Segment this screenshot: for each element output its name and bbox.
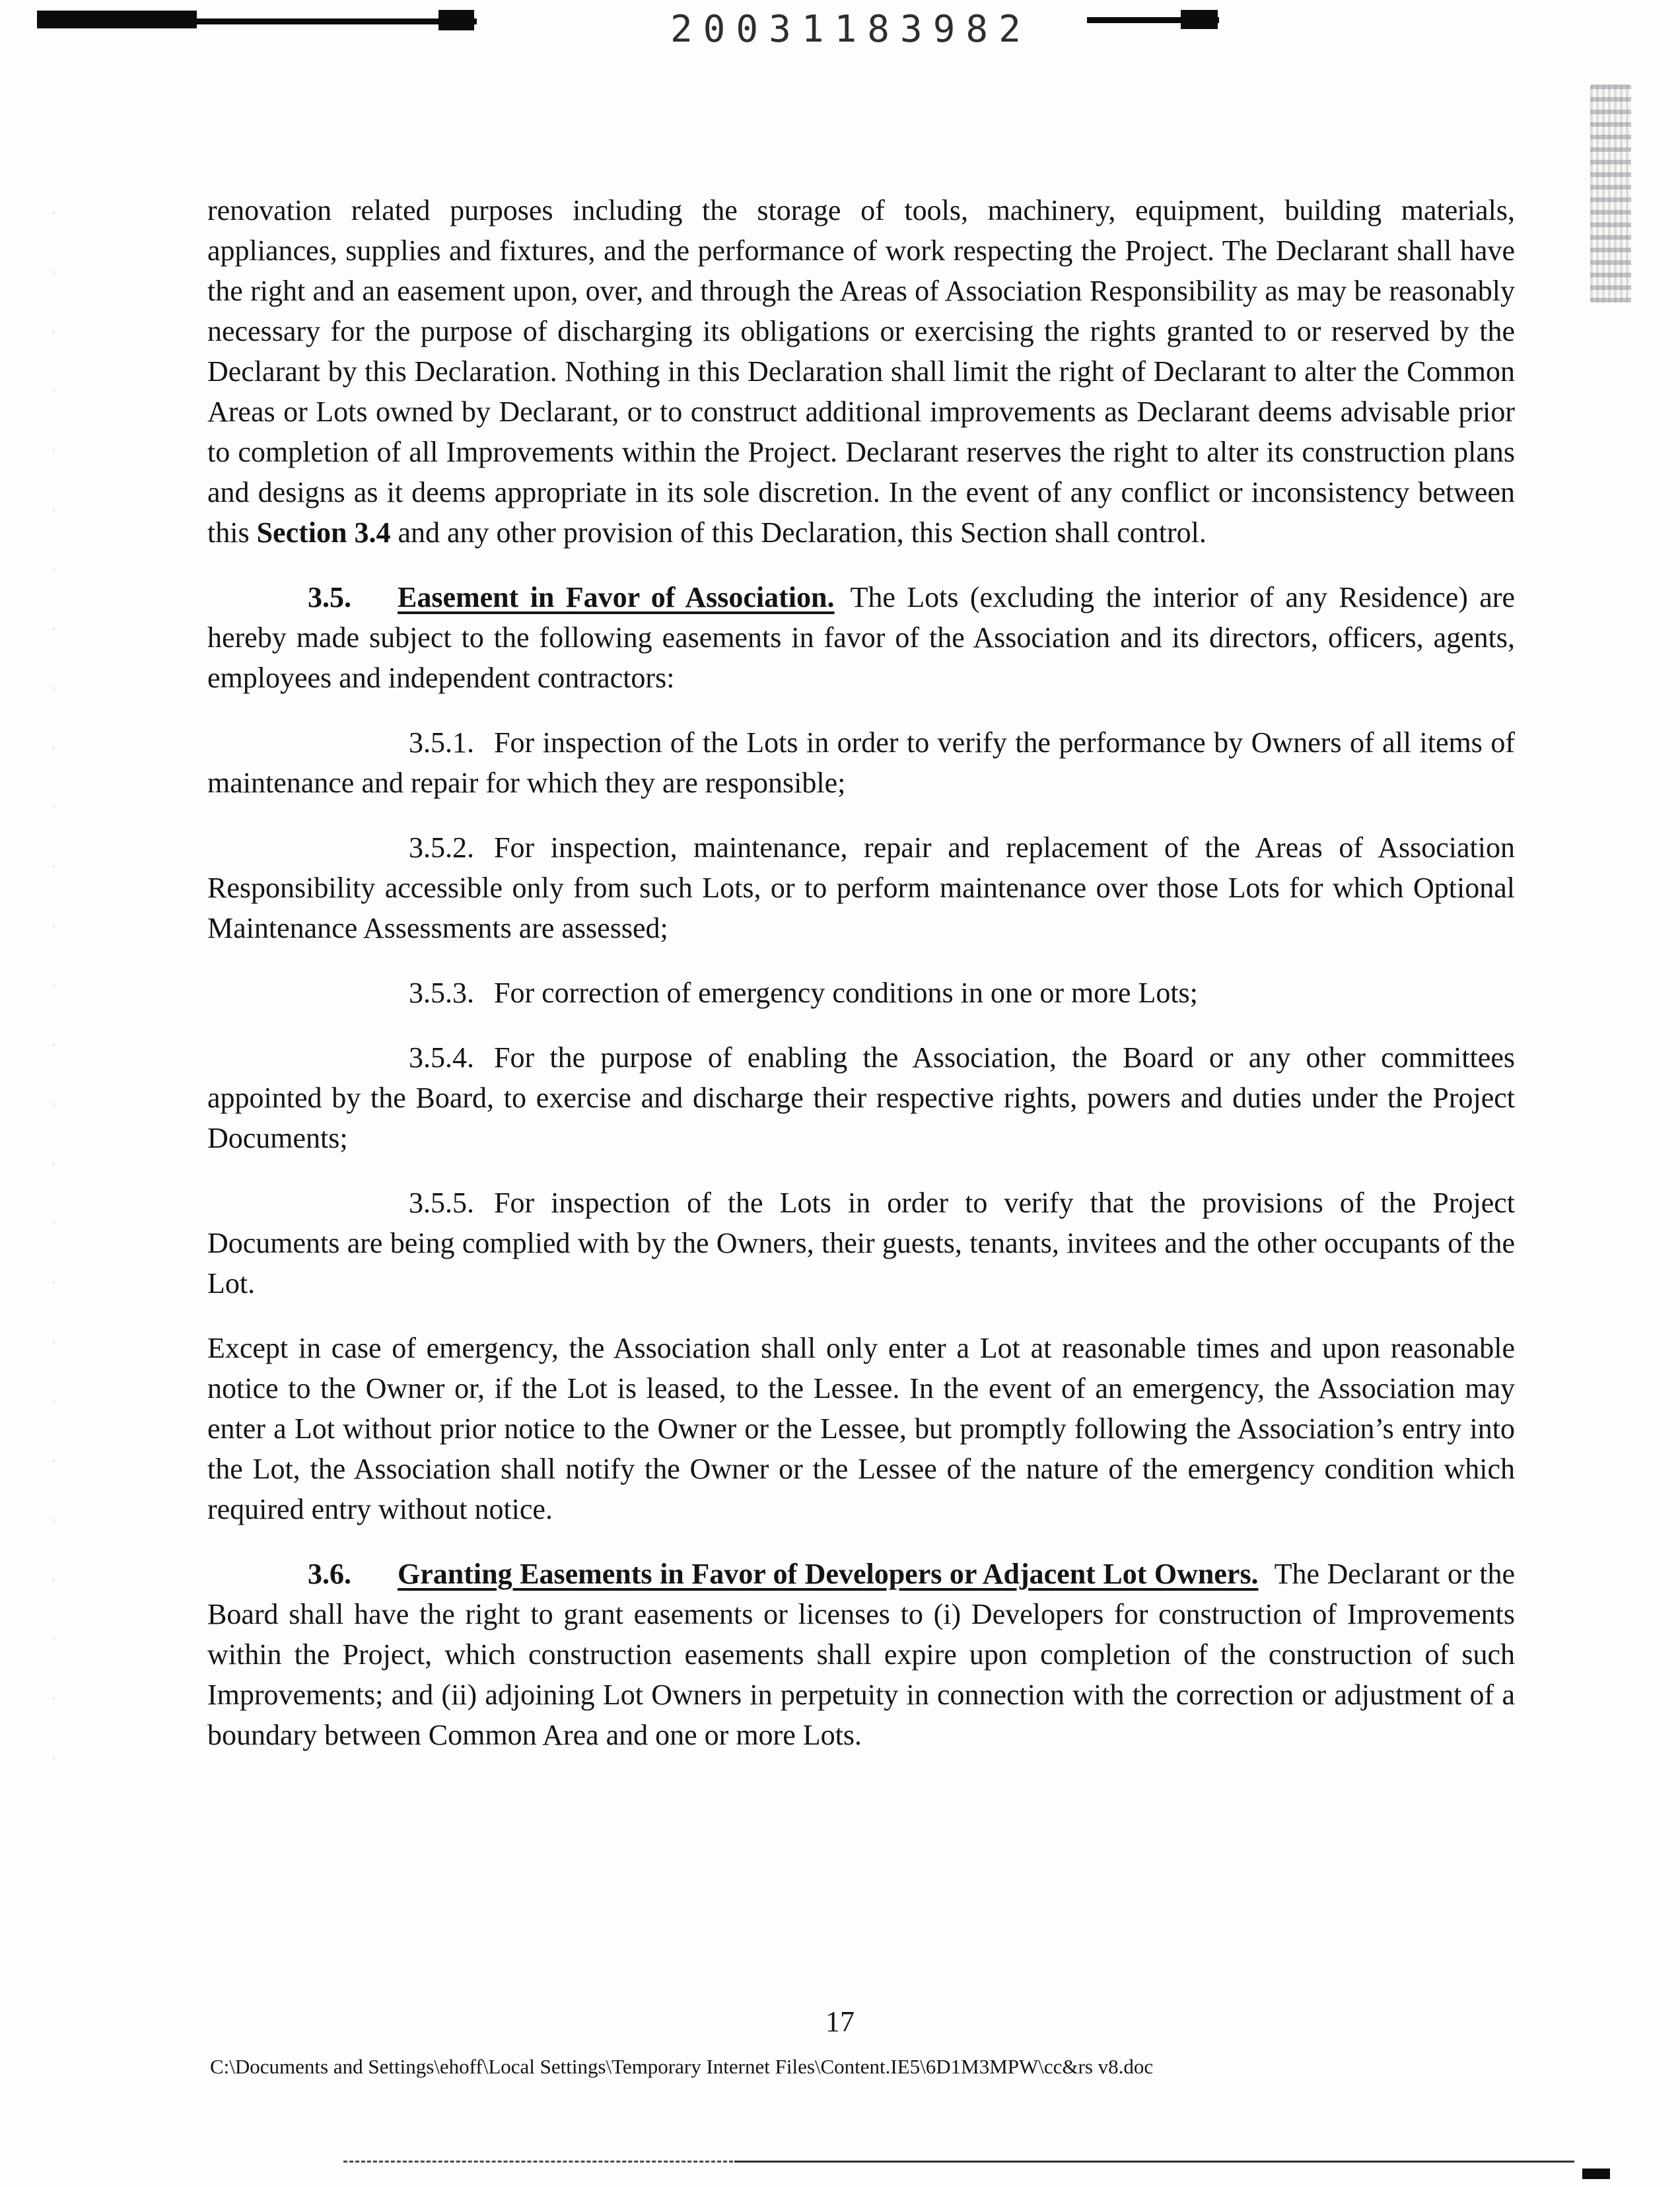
recorder-instrument-number: 20031183982 <box>670 8 1032 51</box>
scan-artifact-top-right-blob <box>1181 10 1218 29</box>
scan-artifact-top-left-line <box>193 18 477 24</box>
paragraph-section-3-4-continuation <box>207 190 1515 553</box>
section-3-5-body: The Lots (excluding the interior of any Residence) are hereby made subject to the following easements in favor of the Association and its directors, officers, agents, employees and independent contractors: <box>207 581 1515 694</box>
subsection-3-5-3-body: For correction of emergency conditions in one or more Lots; <box>494 977 1198 1009</box>
section-3-5-number: 3.5. <box>308 581 351 613</box>
scan-artifact-top-left-blob <box>438 10 474 30</box>
subsection-3-5-1-body: For inspection of the Lots in order to verify the performance by Owners of all items of maintenance and repair for which they are responsible; <box>207 726 1515 799</box>
section-3-6-heading: Granting Easements in Favor of Developers or Adjacent Lot Owners. <box>398 1558 1259 1590</box>
scan-artifact-bottom-dashed-line <box>343 2161 733 2163</box>
section-3-5-heading: Easement in Favor of Association. <box>398 581 835 613</box>
para-3-4-text-post: and any other provision of this Declaration, this Section shall control. <box>390 516 1207 549</box>
section-3-6-body: The Declarant or the Board shall have the right to grant easements or licenses to (i) Developers for construction of Improvements within the Project, which construction easements shall expire upon completion of the construction of such Improvements; and (ii) adjoining Lot Owners in perpetuity in connection with the correction or adjustment of a boundary between Common Area and one or more Lots. <box>207 1558 1515 1751</box>
subsection-3-5-2-number: 3.5.2. <box>409 831 474 864</box>
paragraph-emergency-entry <box>207 1328 1515 1529</box>
scan-artifact-bottom-solid-line <box>734 2161 1574 2163</box>
para-3-4-bold-reference: Section 3.4 <box>256 516 391 549</box>
document-file-path: C:\Documents and Settings\ehoff\Local Settings\Temporary Internet Files\Content.IE5\6D1M3MPW\cc&rs v8.doc <box>210 2055 1154 2078</box>
page-number: 17 <box>825 2005 855 2038</box>
subsection-3-5-5-number: 3.5.5. <box>409 1187 474 1219</box>
subsection-3-5-4 <box>207 1037 1515 1158</box>
para-3-4-text-pre: renovation related purposes including the storage of tools, machinery, equipment, building materials, appliances, supplies and fixtures, and the performance of work respecting the Project. The Declarant shall have the right and an easement upon, over, and through the Areas of Association Responsibility as may be reasonably necessary for the purpose of discharging its obligations or exercising the rights granted to or reserved by the Declarant by this Declaration. Nothing in this Declaration shall limit the right of Declarant to alter the Common Areas or Lots owned by Declarant, or to construct additional improvements as Declarant deems advisable prior to completion of all Improvements within the Project. Declarant reserves the right to alter its construction plans and designs as it deems appropriate in its sole discretion. In the event of any conflict or inconsistency between this <box>207 194 1515 549</box>
subsection-3-5-4-number: 3.5.4. <box>409 1041 474 1074</box>
subsection-3-5-2-body: For inspection, maintenance, repair and replacement of the Areas of Association Responsibility accessible only from such Lots, or to perform maintenance over those Lots for which Optional Maintenance Assessments are assessed; <box>207 831 1515 944</box>
subsection-3-5-1-number: 3.5.1. <box>409 726 474 759</box>
document-body <box>207 190 1515 1780</box>
section-3-6 <box>207 1554 1515 1755</box>
scan-edge-noise <box>53 211 55 1796</box>
subsection-3-5-2 <box>207 827 1515 948</box>
recorder-stamp-fragment <box>1590 85 1631 302</box>
paragraph-emergency-entry-text: Except in case of emergency, the Association shall only enter a Lot at reasonable times and upon reasonable notice to the Owner or, if the Lot is leased, to the Lessee. In the event of an emergency, the Association may enter a Lot without prior notice to the Owner or the Lessee, but promptly following the Association’s entry into the Lot, the Association shall notify the Owner or the Lessee of the nature of the emergency condition which required entry without notice. <box>207 1332 1515 1525</box>
section-3-5 <box>207 577 1515 698</box>
subsection-3-5-3-number: 3.5.3. <box>409 977 474 1009</box>
subsection-3-5-5 <box>207 1183 1515 1303</box>
subsection-3-5-3 <box>207 973 1515 1013</box>
subsection-3-5-4-body: For the purpose of enabling the Association, the Board or any other committees appointed by the Board, to exercise and discharge their respective rights, powers and duties under the Project Documents; <box>207 1041 1515 1154</box>
subsection-3-5-1 <box>207 722 1515 803</box>
section-3-6-number: 3.6. <box>308 1558 351 1590</box>
scan-artifact-bottom-right-mark <box>1582 2169 1610 2179</box>
scan-artifact-top-left-bar <box>37 11 197 28</box>
subsection-3-5-5-body: For inspection of the Lots in order to verify that the provisions of the Project Documents are being complied with by the Owners, their guests, tenants, invitees and the other occupants of the Lot. <box>207 1187 1515 1300</box>
